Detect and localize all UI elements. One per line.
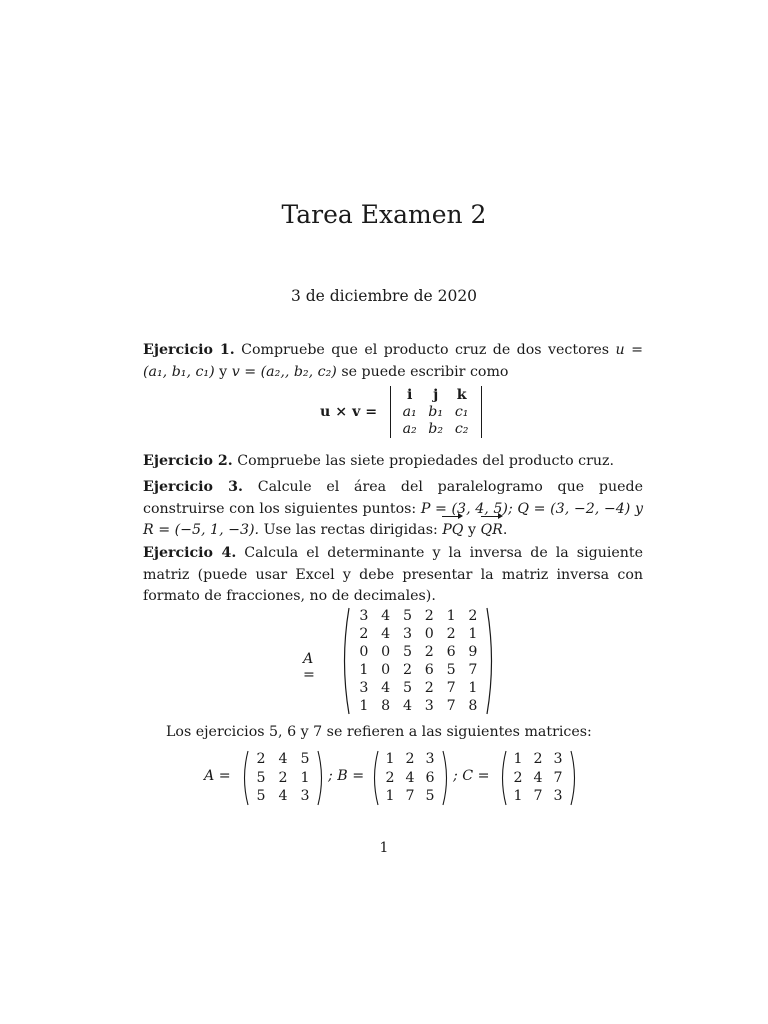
matrix-a-cell: 5 [402,644,412,660]
right-paren-icon [569,750,579,806]
matrix-b-cell: 6 [425,769,435,786]
determinant-cell: c₂ [454,421,469,437]
matrix-a-3x3-lhs: A = [204,768,231,784]
matrix-a-cell: 6 [446,644,456,660]
right-paren-icon [316,750,326,806]
left-paren-icon [240,750,250,806]
arrow-icon [481,513,503,519]
exercise-3-text-b: Use las rectas dirigidas: [259,522,443,538]
exercise-3 [143,477,643,542]
matrix-a-cell: 8 [468,698,478,714]
right-paren-icon [441,750,451,806]
determinant-cell: b₂ [428,421,444,437]
document-date: 3 de diciembre de 2020 [290,287,478,305]
matrix-a-lhs: A = [303,651,315,683]
matrix-c-cell: 2 [533,751,543,767]
matrix-a-cell: 5 [402,680,412,696]
matrix-a-cell: 2 [402,662,412,678]
vector-pq [442,520,463,542]
matrix-c-cell: 2 [513,769,523,786]
matrix-a-cell: 2 [424,608,434,624]
matrix-a-grid [353,607,484,715]
matrix-a-cell: 3 [359,680,369,696]
matrix-a-cell: 7 [446,698,456,714]
matrix-b-cell: 1 [385,788,395,804]
exercises-5-7-intro: Los ejercicios 5, 6 y 7 se refieren a las siguientes matrices: [166,724,592,740]
matrix-a-3x3-cell: 5 [256,788,266,804]
determinant-cell: c₁ [454,404,469,420]
matrix-a-cell: 2 [424,644,434,660]
matrix-b-cell: 3 [425,751,435,767]
matrix-a-cell: 1 [446,608,456,624]
matrix-b-cell: 1 [385,751,395,767]
matrix-b-cell: 2 [385,769,395,786]
determinant-cell: k [456,387,467,403]
period: . [502,522,508,538]
matrix-c-cell: 1 [513,751,523,767]
matrix-a-3x3-cell: 5 [256,769,266,786]
exercise-3-label: Ejercicio 3. [143,479,243,495]
matrix-a-cell: 6 [424,662,434,678]
exercise-2 [143,451,643,473]
matrix-c-cell: 3 [553,788,563,804]
matrix-a-3x3-cell: 5 [300,751,310,767]
matrix-a-3x3-cell: 3 [300,788,310,804]
matrix-b-cell: 4 [405,769,415,786]
matrix-a-cell: 2 [468,608,478,624]
exercise-2-label: Ejercicio 2. [143,453,233,469]
determinant [390,386,482,438]
conjunction: y [463,522,481,538]
matrix-a-cell: 9 [468,644,478,660]
matrix-a-cell: 3 [402,626,412,642]
matrix-b-lhs: ; B = [328,768,365,784]
matrix-a-3x3-cell: 4 [278,751,288,767]
left-paren-icon [339,607,351,715]
matrix-a-3x3-grid [250,750,316,806]
matrix-a-cell: 2 [446,626,456,642]
matrix-a-cell: 5 [446,662,456,678]
matrix-a-cell: 7 [446,680,456,696]
determinant-grid [397,387,475,437]
exercise-4-text: Calcula el determinante y la inversa de la siguiente matriz (puede usar Excel y debe presentar la matriz inversa con formato de fracciones, no de decimales). [143,545,644,604]
exercise-2-text: Compruebe las siete propiedades del producto cruz. [232,453,615,469]
matrix-a-cell: 3 [424,698,434,714]
matrix-a-3x3-cell: 2 [278,769,288,786]
exercise-3-text-a: Calcule el área del paralelogramo que puede construirse con los siguientes puntos: [143,479,643,517]
right-paren-icon [485,607,497,715]
matrix-c-cell: 7 [553,769,563,786]
vector-qr-label: QR [480,522,503,538]
matrix-a-cell: 0 [424,626,434,642]
cross-product-equation [320,386,482,438]
matrix-a-cell: 1 [468,680,478,696]
left-paren-icon [498,750,508,806]
matrix-c-cell: 4 [533,769,543,786]
matrix-a-cell: 0 [381,644,391,660]
exercise-1: Ejercicio 1. Compruebe que el producto cruz de dos vectores u = (a₁, b₁, c₁) y v = (a₂,, b₂, c₂) se puede escribir como [143,342,643,380]
matrix-a-cell: 2 [424,680,434,696]
matrix-a-cell: 0 [381,662,391,678]
matrix-a-3x3-cell: 2 [256,751,266,767]
vector-u: u = (a₁, b₁, c₁) [143,342,643,380]
matrices-abc [204,750,584,806]
matrix-a-cell: 4 [402,698,412,714]
document-title: Tarea Examen 2 [281,200,487,229]
matrix-b-grid [380,750,440,806]
matrix-a-3x3-cell: 1 [300,769,310,786]
determinant-cell: a₁ [402,404,417,420]
matrix-a-cell: 5 [402,608,412,624]
exercise-1-label: Ejercicio 1. [143,342,235,358]
cross-product-lhs: u × v = [320,404,378,420]
exercise-4-label: Ejercicio 4. [143,545,237,561]
exercise-1-text-b: se puede escribir como [336,363,509,380]
matrix-a-cell: 2 [359,626,369,642]
matrix-a-cell: 4 [381,680,391,696]
vector-pq-label: PQ [442,522,464,538]
exercise-3-points: P = (3, 4, 5); Q = (3, −2, −4) y R = (−5, 1, −3). [143,500,643,538]
matrix-a-cell: 3 [359,608,369,624]
matrix-a-cell: 1 [359,662,369,678]
matrix-b-cell: 7 [405,788,415,804]
determinant-cell: a₂ [402,421,417,437]
matrix-a-cell: 4 [381,608,391,624]
determinant-cell: j [433,387,439,403]
matrix-a-3x3-cell: 4 [278,788,288,804]
determinant-cell: b₁ [428,404,444,420]
matrix-b-cell: 5 [425,788,435,804]
matrix-c-cell: 3 [553,751,563,767]
exercise-4 [143,543,643,608]
matrix-c-lhs: ; C = [453,768,490,784]
left-paren-icon [370,750,380,806]
matrix-c-cell: 7 [533,788,543,804]
matrix-a-cell: 1 [468,626,478,642]
matrix-c-cell: 1 [513,788,523,804]
matrix-b-cell: 2 [405,751,415,767]
determinant-cell: i [406,387,413,403]
matrix-c-grid [508,750,568,806]
page-number: 1 [379,840,389,856]
matrix-a-cell: 4 [381,626,391,642]
matrix-a-cell: 8 [381,698,391,714]
matrix-a-cell: 0 [359,644,369,660]
vector-v: v = (a₂,, b₂, c₂) [231,363,337,380]
matrix-a-cell: 1 [359,698,369,714]
exercise-1-text-a: Compruebe que el producto cruz de dos vectores [234,342,616,358]
arrow-icon [442,513,463,519]
matrix-a-cell: 7 [468,662,478,678]
vector-qr [481,520,503,542]
